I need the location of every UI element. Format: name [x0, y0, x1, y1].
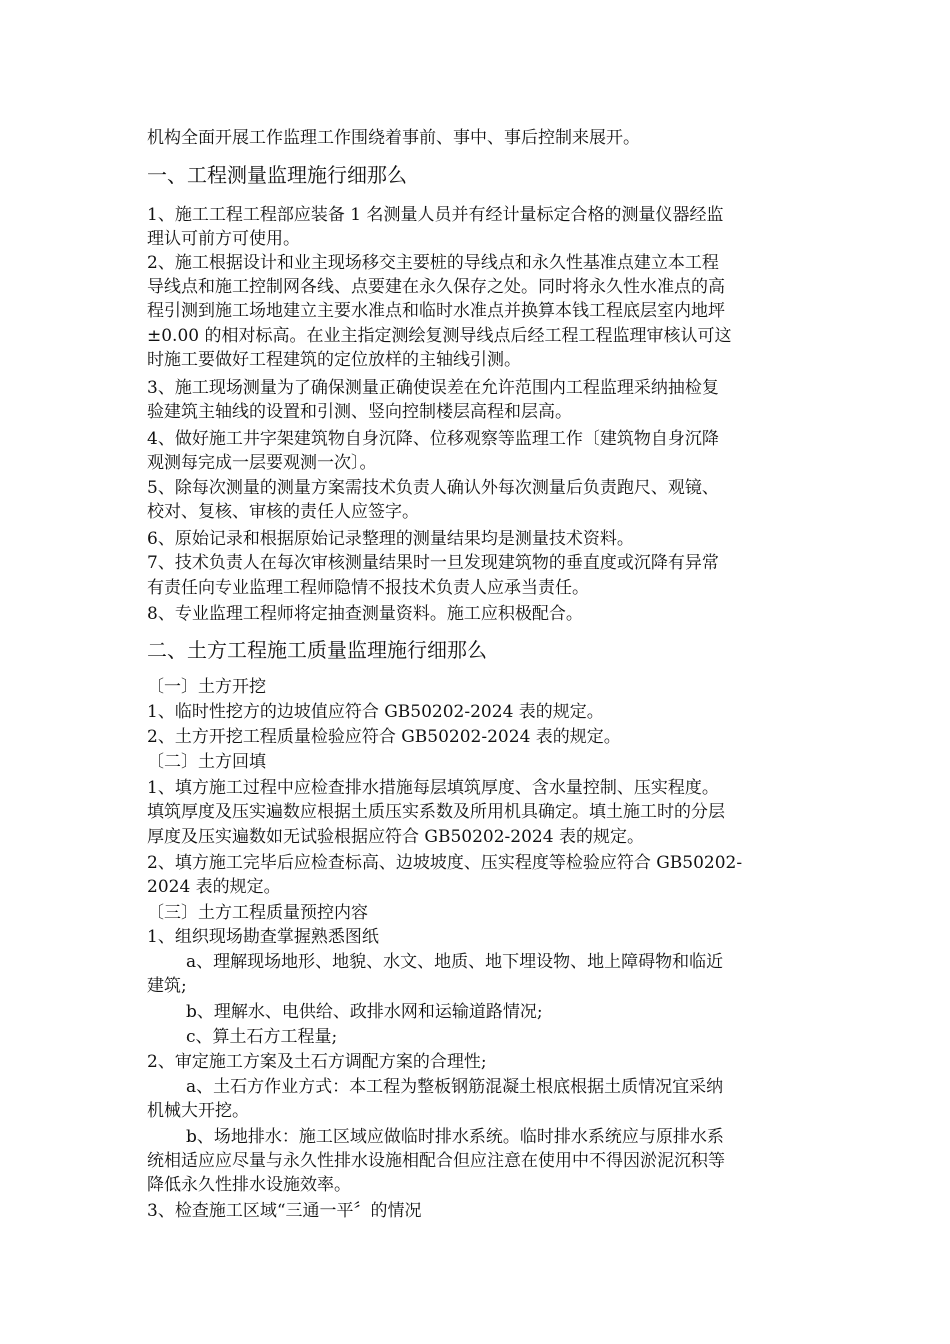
subsection-heading: 〔一〕土方开挖 — [147, 677, 266, 697]
text-line: 2、填方施工完毕后应检查标高、边坡坡度、压实程度等检验应符合 GB50202- — [147, 853, 743, 873]
text-line: 1、填方施工过程中应检查排水措施每层填筑厚度、含水量控制、压实程度。 — [147, 778, 719, 798]
text-line: 机械大开挖。 — [147, 1101, 249, 1121]
text-line: 理认可前方可使用。 — [147, 229, 300, 249]
text-line: 时施工要做好工程建筑的定位放样的主轴线引测。 — [147, 350, 521, 370]
text-line: 厚度及压实遍数如无试验根据应符合 GB50202-2024 表的规定。 — [147, 827, 644, 847]
text-line: 有责任向专业监理工程师隐情不报技术负责人应承当责任。 — [147, 578, 589, 598]
section-heading: 二、土方工程施工质量监理施行细那么 — [147, 638, 487, 662]
text-line: 2、土方开挖工程质量检验应符合 GB50202-2024 表的规定。 — [147, 727, 621, 747]
text-line: c、算土石方工程量; — [186, 1027, 338, 1047]
section-heading: 一、工程测量监理施行细那么 — [147, 163, 407, 187]
text-line: b、理解水、电供给、政排水网和运输道路情况; — [186, 1002, 543, 1022]
text-line: 验建筑主轴线的设置和引测、竖向控制楼层高程和层高。 — [147, 402, 572, 422]
text-line: 2、施工根据设计和业主现场移交主要桩的导线点和永久性基准点建立本工程 — [147, 253, 719, 273]
text-line: 1、组织现场勘查掌握熟悉图纸 — [147, 927, 379, 947]
text-line: a、理解现场地形、地貌、水文、地质、地下埋设物、地上障碍物和临近 — [186, 952, 724, 972]
text-line: 建筑; — [147, 976, 187, 996]
subsection-heading: 〔三〕土方工程质量预控内容 — [147, 903, 368, 923]
subsection-heading: 〔二〕土方回填 — [147, 752, 266, 772]
text-line: 3、检查施工区域“三通一平〞的情况 — [147, 1201, 422, 1221]
text-line: 填筑厚度及压实遍数应根据土质压实系数及所用机具确定。填土施工时的分层 — [147, 802, 725, 822]
text-line: 8、专业监理工程师将定抽查测量资料。施工应积极配合。 — [147, 604, 583, 624]
text-line: 6、原始记录和根据原始记录整理的测量结果均是测量技术资料。 — [147, 529, 634, 549]
text-line: b、场地排水：施工区域应做临时排水系统。临时排水系统应与原排水系 — [186, 1127, 724, 1147]
text-line: 1、临时性挖方的边坡值应符合 GB50202-2024 表的规定。 — [147, 702, 604, 722]
text-line: 导线点和施工控制网各线、点要建在永久保存之处。同时将永久性水准点的高 — [147, 277, 725, 297]
text-line: 7、技术负责人在每次审核测量结果时一旦发现建筑物的垂直度或沉降有异常 — [147, 553, 719, 573]
text-line: 2024 表的规定。 — [147, 877, 281, 897]
text-line: 观测每完成一层要观测一次〕。 — [147, 453, 377, 473]
text-line: 统相适应应尽量与永久性排水设施相配合但应注意在使用中不得因淤泥沉积等 — [147, 1151, 725, 1171]
text-line: 3、施工现场测量为了确保测量正确使误差在允许范围内工程监理采纳抽检复 — [147, 378, 719, 398]
text-line: 1、施工工程工程部应装备 1 名测量人员并有经计量标定合格的测量仪器经监 — [147, 205, 724, 225]
text-line: 机构全面开展工作监理工作围绕着事前、事中、事后控制来展开。 — [147, 128, 640, 148]
text-line: 2、审定施工方案及土石方调配方案的合理性; — [147, 1052, 487, 1072]
text-line: a、土石方作业方式：本工程为整板钢筋混凝土根底根据土质情况宜采纳 — [186, 1077, 724, 1097]
text-line: 降低永久性排水设施效率。 — [147, 1175, 351, 1195]
text-line: 5、除每次测量的测量方案需技术负责人确认外每次测量后负责跑尺、观镜、 — [147, 478, 719, 498]
text-line: 程引测到施工场地建立主要水准点和临时水准点并换算本钱工程底层室内地坪 — [147, 301, 725, 321]
text-line: ±0.00 的相对标高。在业主指定测绘复测导线点后经工程工程监理审核认可这 — [147, 326, 732, 346]
text-line: 校对、复核、审核的责任人应签字。 — [147, 502, 419, 522]
text-line: 4、做好施工井字架建筑物自身沉降、位移观察等监理工作〔建筑物自身沉降 — [147, 429, 719, 449]
